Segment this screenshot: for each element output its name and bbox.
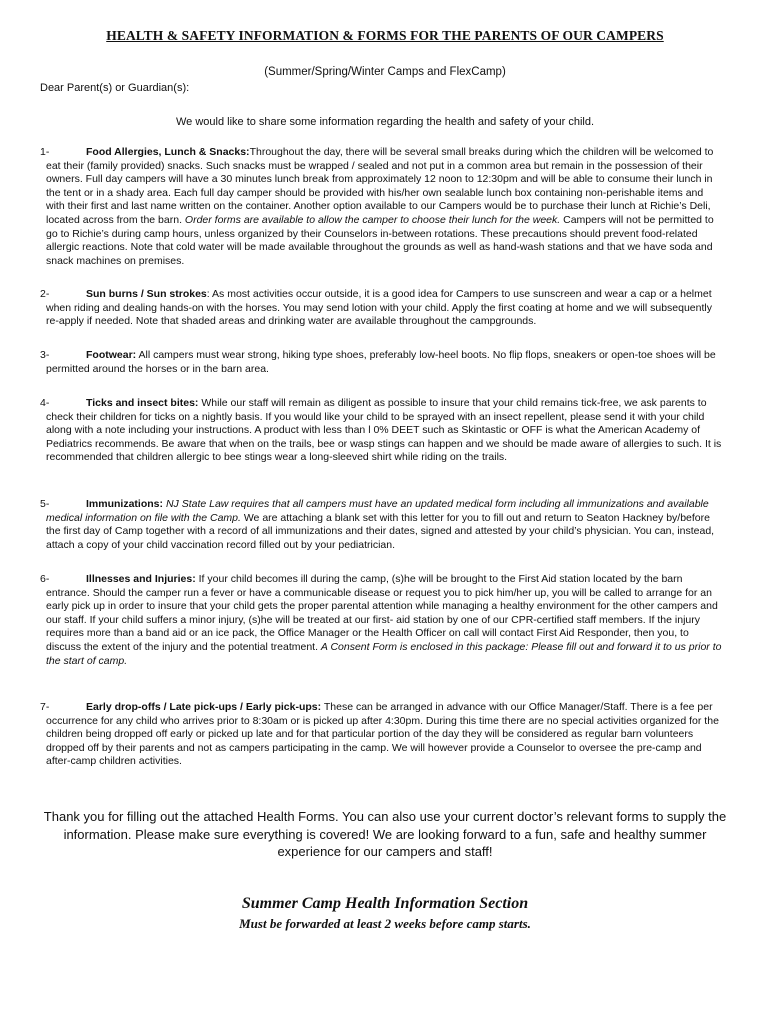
item-heading: Illnesses and Injuries: [86, 573, 196, 585]
item-text-continued: Campers will not be permitted to go to Richie’s during camp hours, unless organized by their Counselors in-between rotations. These precautions should prevent food-related allergic reactions. Note that cold water will be made available throughout the grounds as well as hand-wash stations and that we have soda and snack machines on premises. [46, 213, 714, 267]
list-item-footwear [40, 349, 724, 376]
item-heading: Food Allergies, Lunch & Snacks: [86, 146, 250, 158]
item-number: 4- [40, 397, 50, 409]
item-text: All campers must wear strong, hiking type shoes, preferably low-heel boots. No flip flops, sneakers or open-toe shoes will be permitted around the horses or in the barn area. [46, 349, 716, 375]
item-italic-text: A Consent Form is enclosed in this package: Please fill out and forward it to us prior to the start of camp. [46, 640, 722, 667]
item-number: 5- [40, 498, 50, 510]
item-number: 6- [40, 573, 50, 585]
greeting: Dear Parent(s) or Guardian(s): [40, 82, 190, 94]
item-text: Throughout the day, there will be several small breaks during which the children will be welcomed to eat their (family provided) snacks. Such snacks must be wrapped / sealed and not put in a common area but remain in the possession of their owners. Full day campers will have a 30 minutes lunch break from approximately 12 noon to 12:30pm and will be able to consume their lunch in the tent or in a shady area. Each full day camper should be provided with his/her own sealable lunch box containing non-perishable items and with their first and last name written on the container. Another option available to our Campers would be to purchase their lunch at Richie’s Deli, located across from the barn. [46, 146, 714, 226]
item-text: : As most activities occur outside, it is a good idea for Campers to use sunscreen and wear a cap or a helmet when riding and dealing hands-on with the horses. You may send lotion with your child. Apply the first coating at home and we will subsequently re-apply if needed. Note that shaded areas and drinking water are available throughout the campgrounds. [46, 288, 712, 328]
list-item-sun-burns [40, 288, 724, 329]
section-title: Summer Camp Health Information Section [241, 895, 529, 912]
item-heading: Sun burns / Sun strokes [86, 288, 207, 300]
item-heading: Immunizations: [86, 498, 164, 510]
item-heading: Early drop-offs / Late pick-ups / Early pick-ups: [86, 701, 322, 713]
item-heading: Ticks and insect bites: [86, 397, 199, 409]
section-subtitle: Must be forwarded at least 2 weeks before camp starts. [239, 916, 531, 931]
list-item-food-allergies [40, 146, 724, 268]
list-item-illnesses [40, 573, 724, 668]
page-title: HEALTH & SAFETY INFORMATION & FORMS FOR THE PARENTS OF OUR CAMPERS [106, 28, 664, 43]
item-text-continued: We are attaching a blank set with this letter for you to fill out and return to Seaton Hackney by/before the first day of Camp together with a record of all immunizations and their dates, signed and attested by your child’s physician. You can, instead, attach a copy of your child vaccination record filled out by your pediatrician. [46, 511, 715, 551]
item-italic-text: NJ State Law requires that all campers must have an updated medical form including all immunizations and available medical information on file with the Camp. [46, 498, 709, 524]
item-number: 1- [40, 146, 50, 158]
list-item-drop-offs [40, 701, 724, 769]
item-text: These can be arranged in advance with our Office Manager/Staff. There is a fee per occurrence for any child who arrives prior to 8:30am or is picked up after 4:30pm. During this time there are no special activities organized for the children being dropped off early or picked up late and for that particular portion of the day they will be considered as regular barn volunteers dropped off by their parents and not as campers participating in the camp. We will however provide a Counselor to oversee the pre-camp and after-camp children activities. [46, 701, 719, 768]
item-text: If your child becomes ill during the camp, (s)he will be brought to the First Aid station located by the barn entrance. Should the camper run a fever or have a communicable disease or request you to pick him/her up, you will be called to arrange for an early pick up in order to insure that your child gets the proper parental attention while managing a healthy environment for the other campers and our staff. If your child suffers a minor injury, (s)he will be treated at our first- aid station by one of our CPR-certified staff members. If the injury requires more than a band aid or an ice pack, the Office Manager or the Health Officer on call will contact First Aid Responder, then you, to discuss the extent of the injury and the potential treatment. [46, 573, 718, 653]
item-number: 7- [40, 701, 50, 713]
item-heading: Footwear: [86, 349, 137, 361]
list-item-immunizations [40, 498, 724, 552]
item-number: 3- [40, 349, 50, 361]
closing-message: Thank you for filling out the attached Health Forms. You can also use your current doctor’s relevant forms to supply the information. Please make sure everything is covered! We are looking forward to a fun, safe and healthy summer experience for our campers and staff! [43, 809, 727, 859]
item-number: 2- [40, 288, 50, 300]
item-italic-text: Order forms are available to allow the camper to choose their lunch for the week. [184, 213, 561, 226]
page-subtitle: (Summer/Spring/Winter Camps and FlexCamp) [264, 66, 506, 78]
list-item-ticks [40, 397, 724, 465]
intro-text: We would like to share some information regarding the health and safety of your child. [175, 116, 595, 128]
item-text: While our staff will remain as diligent as possible to insure that your child remains tick-free, we ask parents to check their children for ticks on a nightly basis. If you would like your child to be sprayed with an insect repellent, please send it with your child along with a note including your instructions. A product with less than l 0% DEET such as Skintastic or OFF is what the American Academy of Pediatrics recommends. Be aware that when on the trails, bee or wasp stings can happen and we should be made aware of allergies to such. It is recommended that children allergic to bee stings wear a long-sleeved shirt while riding on the trails. [46, 397, 722, 464]
